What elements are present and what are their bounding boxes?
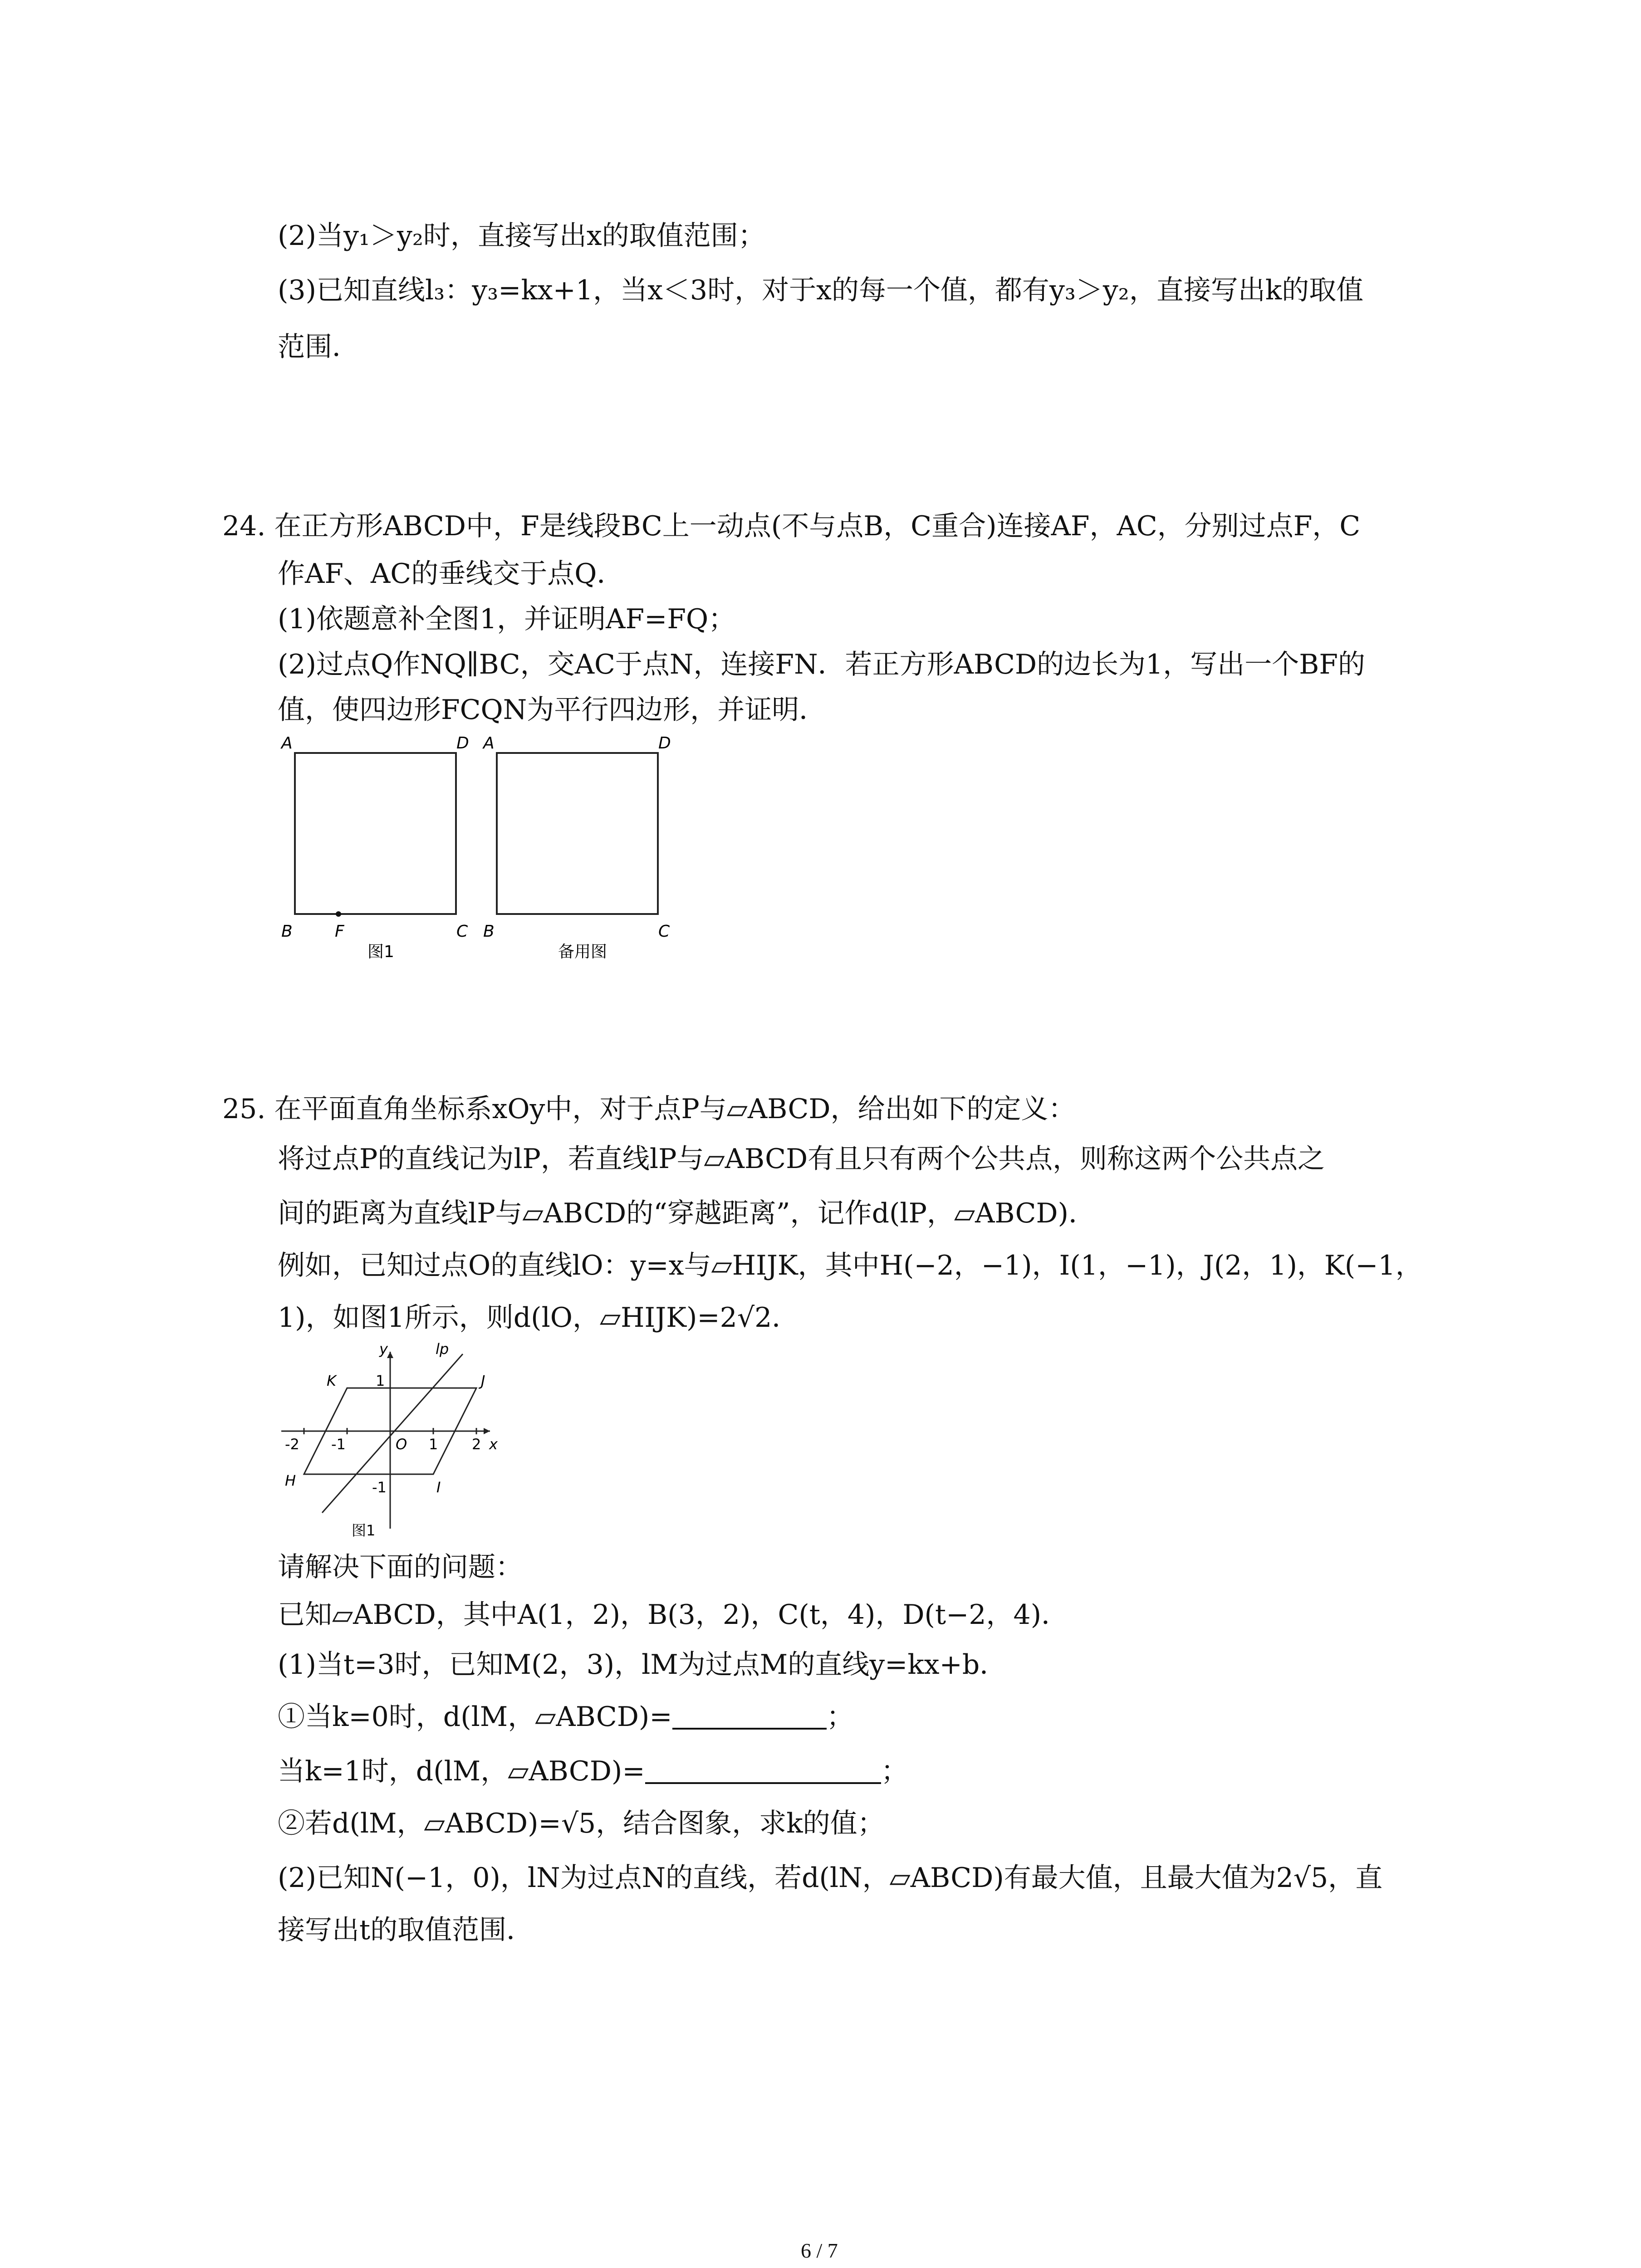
q25-given: 已知▱ABCD，其中A(1，2)，B(3，2)，C(t，4)，D(t−2，4)． — [278, 1599, 1069, 1631]
fig1-point-F — [336, 911, 341, 917]
q23-part3-line2: 范围． — [278, 331, 359, 363]
q25-part1b-row — [278, 1753, 908, 1789]
q25-line4: 例如，已知过点O的直线lO：y=x与▱HIJK，其中H(−2，−1)，I(1，−1)，J(2，1)，K(−1， — [278, 1250, 1423, 1281]
q25-part1b: 当k=1时，d(lM，▱ABCD)= — [278, 1755, 645, 1787]
fig1-caption: 图1 — [367, 943, 394, 961]
label-x-m2: -2 — [285, 1436, 299, 1453]
label-I: I — [436, 1479, 441, 1496]
q25-part1a: ①当k=0时，d(lM，▱ABCD)= — [278, 1701, 672, 1733]
label-x-2: 2 — [472, 1436, 481, 1453]
q24-line2: 作AF、AC的垂线交于点Q． — [278, 558, 624, 590]
q24-part2-line1: (2)过点Q作NQ∥BC，交AC于点N，连接FN．若正方形ABCD的边长为1，写出一个BF的 — [278, 649, 1366, 680]
square-figures-svg — [272, 730, 681, 966]
fig2-caption: 备用图 — [558, 943, 607, 961]
label-x-1: 1 — [429, 1436, 438, 1453]
q23-part2: (2)当y₁＞y₂时，直接写出x的取值范围； — [278, 220, 765, 252]
q25-fig-caption: 图1 — [352, 1522, 376, 1539]
fig2-label-D: D — [658, 734, 671, 753]
fig1-label-D: D — [456, 734, 469, 753]
q25-line1: 25. 在平面直角坐标系xOy中，对于点P与▱ABCD，给出如下的定义： — [222, 1093, 1076, 1125]
line-lp — [322, 1354, 463, 1513]
q25-line2: 将过点P的直线记为lP，若直线lP与▱ABCD有且只有两个公共点，则称这两个公共点之 — [278, 1143, 1325, 1175]
answer-blank-2[interactable] — [645, 1755, 881, 1784]
label-x-m1: -1 — [331, 1436, 346, 1453]
fig1-square — [295, 753, 456, 914]
label-H: H — [285, 1472, 296, 1489]
fig2-label-A: A — [483, 734, 495, 753]
q23-part3-line1: (3)已知直线l₃：y₃=kx+1，当x＜3时，对于x的每一个值，都有y₃＞y₂，直接写出k的取值 — [278, 274, 1364, 306]
label-x: x — [489, 1436, 498, 1453]
q25-part1: (1)当t=3时，已知M(2，3)，lM为过点M的直线y=kx+b． — [278, 1649, 1007, 1681]
answer-blank-1[interactable] — [672, 1701, 827, 1730]
label-J: J — [481, 1372, 485, 1389]
q25-part2-line1: (2)已知N(−1，0)，lN为过点N的直线，若d(lN，▱ABCD)有最大值，且最大值为2√5，直 — [278, 1862, 1383, 1894]
x-axis-arrow — [484, 1428, 490, 1434]
semicolon-2: ； — [881, 1755, 908, 1787]
q25-ask: 请解决下面的问题： — [278, 1551, 523, 1583]
label-y-1: 1 — [376, 1372, 385, 1389]
q25-figure — [272, 1340, 508, 1542]
fig2-label-C: C — [658, 922, 670, 941]
fig2-square — [497, 753, 658, 914]
label-y-m1: -1 — [372, 1479, 387, 1496]
q25-part2-line2: 接写出t的取值范围． — [278, 1914, 534, 1946]
q24-part1: (1)依题意补全图1，并证明AF=FQ； — [278, 603, 736, 635]
q24-part2-line2: 值，使四边形FCQN为平行四边形，并证明． — [278, 694, 827, 726]
fig1-label-C: C — [456, 922, 468, 941]
fig1-label-F: F — [335, 922, 344, 941]
fig2-label-B: B — [483, 922, 495, 941]
fig1-label-B: B — [281, 922, 293, 941]
q24-line1: 24. 在正方形ABCD中，F是线段BC上一动点(不与点B，C重合)连接AF，AC，分别过点F，C — [222, 510, 1361, 542]
q25-line5: 1)，如图1所示，则d(lO，▱HIJK)=2√2． — [278, 1302, 799, 1334]
q24-figures — [272, 730, 681, 968]
fig1-label-A: A — [281, 734, 293, 753]
y-axis-arrow — [387, 1352, 393, 1358]
label-K: K — [327, 1372, 336, 1389]
q25-part1c: ②若d(lM，▱ABCD)=√5，结合图象，求k的值； — [278, 1808, 885, 1839]
parallelogram-figure-svg — [272, 1340, 508, 1540]
page-number: 6 / 7 — [801, 2239, 838, 2262]
label-y: y — [379, 1340, 388, 1358]
q25-part1a-row — [278, 1699, 854, 1735]
label-lp: lp — [436, 1340, 449, 1358]
semicolon-1: ； — [826, 1701, 854, 1733]
q25-line3: 间的距离为直线lP与▱ABCD的“穿越距离”，记作d(lP，▱ABCD)． — [278, 1198, 1096, 1229]
label-O: O — [396, 1436, 407, 1453]
